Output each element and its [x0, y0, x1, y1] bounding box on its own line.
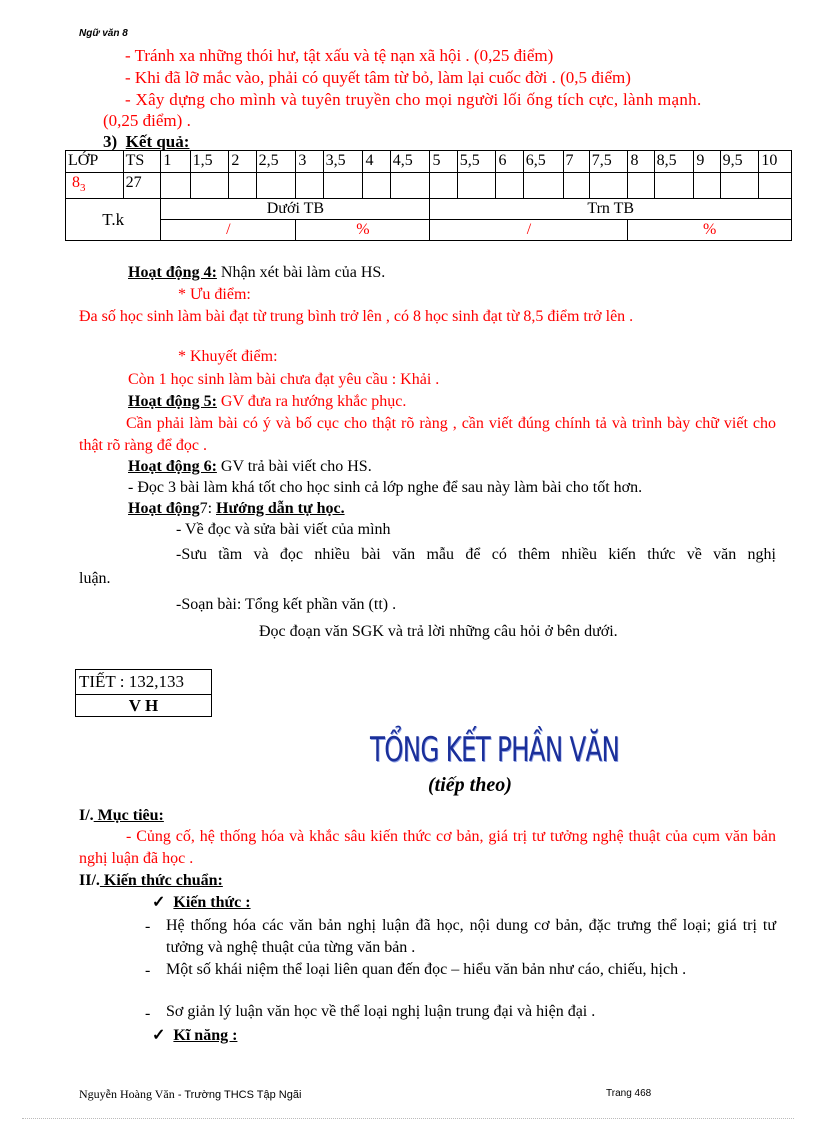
- weakness-text: Còn 1 học sinh làm bài chưa đạt yêu cầu : Khải .: [128, 371, 440, 388]
- table-header: 7,5: [589, 151, 628, 173]
- knowledge-heading: ✓ Kiến thức :: [152, 894, 251, 911]
- table-header: 6: [496, 151, 523, 173]
- guide-item: -Soạn bài: Tổng kết phần văn (tt) .: [176, 596, 397, 613]
- section-1-heading: I/. Mục tiêu:: [79, 807, 164, 824]
- check-icon: ✓: [152, 894, 166, 911]
- table-row: [66, 199, 792, 220]
- footer-author: Nguyễn Hoàng Văn: [79, 1087, 175, 1101]
- knowledge-bullet: Một số khái niệm thể loại liên quan đến đọc – hiểu văn bản như cáo, chiếu, hịch .: [166, 961, 687, 978]
- section-1-text: - Củng cố, hệ thống hóa và khắc sâu kiến thức cơ bản, giá trị tư tưởng nghệ thuật của cụm văn bản nghị luận đã học .: [79, 828, 776, 867]
- footer-left: [79, 1087, 301, 1102]
- footer-school: - Trường THCS Tập Ngãi: [174, 1089, 302, 1101]
- bullet-dash: -: [145, 918, 151, 935]
- strength-text: Đa số học sinh làm bài đạt từ trung bình trở lên , có 8 học sinh đạt từ 8,5 điểm trở lên .: [79, 308, 634, 325]
- table-header: 10: [759, 151, 792, 173]
- lesson-number: TIẾT : 132,133: [76, 670, 211, 695]
- table-header: 3: [296, 151, 323, 173]
- below-count: /: [161, 220, 296, 241]
- footer-divider: [22, 1118, 794, 1119]
- activity-4: Hoạt động 4: Nhận xét bài làm của HS.: [128, 264, 386, 281]
- table-header: TS: [123, 151, 161, 173]
- score-table: [65, 150, 792, 241]
- table-header: 1,5: [190, 151, 229, 173]
- bullet-dash: -: [145, 1005, 151, 1022]
- above-count: /: [430, 220, 628, 241]
- class-cell: $8_3$: [66, 173, 124, 199]
- table-header: 2: [229, 151, 256, 173]
- table-header: LỚP: [66, 151, 124, 173]
- table-header: 8: [628, 151, 654, 173]
- table-header: 5,5: [457, 151, 496, 173]
- table-header: 7: [563, 151, 589, 173]
- result-number: 3): [103, 132, 118, 151]
- table-header-row: [66, 151, 792, 173]
- intro-line-1: - Tránh xa những thói hư, tật xấu và tệ nạn xã hội . (0,25 điểm): [125, 46, 554, 65]
- above-average-label: Trn TB: [430, 199, 792, 220]
- guide-item: Đọc đoạn văn SGK và trả lời những câu hỏi ở bên dưới.: [259, 623, 618, 640]
- table-header: 2,5: [256, 151, 296, 173]
- strength-label: * Ưu điểm:: [178, 286, 251, 303]
- bullet-dash: -: [145, 962, 151, 979]
- table-header: 9: [694, 151, 720, 173]
- check-icon: ✓: [152, 1027, 166, 1044]
- table-header: 1: [161, 151, 190, 173]
- table-row: [66, 220, 792, 241]
- table-header: 3,5: [323, 151, 363, 173]
- below-percent: %: [296, 220, 430, 241]
- skills-heading: ✓ Kĩ năng :: [152, 1027, 238, 1044]
- table-header: 9,5: [720, 151, 759, 173]
- result-title: Kết quả:: [125, 132, 190, 151]
- table-header: 5: [430, 151, 457, 173]
- section-2-heading: II/. Kiến thức chuẩn:: [79, 872, 223, 889]
- knowledge-bullet: Sơ giản lý luận văn học về thể loại nghị luận trung đại và hiện đại .: [166, 1003, 596, 1020]
- page-title: TỔNG KẾT PHẦN VĂN: [370, 730, 620, 770]
- table-header: 4,5: [390, 151, 430, 173]
- table-header: 4: [363, 151, 390, 173]
- tk-label: T.k: [66, 199, 161, 241]
- page-header: Ngữ văn 8: [79, 28, 128, 39]
- lesson-box: [75, 669, 212, 717]
- table-header: 8,5: [654, 151, 694, 173]
- guide-item: luận.: [79, 570, 111, 587]
- page-number: Trang 468: [606, 1088, 652, 1099]
- intro-line-4: (0,25 điểm) .: [103, 111, 191, 130]
- knowledge-bullet: Hệ thống hóa các văn bản nghị luận đã học, nội dung cơ bản, đặc trưng thể loại; giá trị tư tưởng và nghệ thuật của từng văn bản .: [166, 917, 776, 956]
- table-header: 6,5: [523, 151, 563, 173]
- guide-item: - Về đọc và sửa bài viết của mình: [176, 521, 391, 538]
- weakness-label: * Khuyết điểm:: [178, 348, 278, 365]
- lesson-code: V H: [128, 696, 159, 715]
- activity-6: Hoạt động 6: GV trả bài viết cho HS.: [128, 458, 372, 475]
- total-cell: 27: [123, 173, 161, 199]
- activity-5: Hoạt động 5: GV đưa ra hướng khắc phục.: [128, 393, 407, 410]
- guide-item: -Sưu tầm và đọc nhiều bài văn mẫu để có thêm nhiều kiến thức về văn nghị: [176, 546, 776, 563]
- table-row: [66, 173, 792, 199]
- activity-5-detail: Cần phải làm bài có ý và bố cục cho thật rõ ràng , cần viết đúng chính tả và trình bày chữ viết cho thật rõ ràng để đọc .: [79, 415, 776, 454]
- intro-line-3: - Xây dựng cho mình và tuyên truyền cho mọi người lối ống tích cực, lành mạnh.: [125, 90, 702, 109]
- intro-line-2: - Khi đã lỡ mắc vào, phải có quyết tâm từ bỏ, làm lại cuốc đời . (0,5 điểm): [125, 68, 631, 87]
- result-heading: [103, 131, 189, 152]
- activity-7: Hoạt động7: Hướng dẫn tự học.: [128, 500, 345, 517]
- above-percent: %: [628, 220, 792, 241]
- below-average-label: Dưới TB: [161, 199, 430, 220]
- activity-6-detail: - Đọc 3 bài làm khá tốt cho học sinh cả lớp nghe để sau này làm bài cho tốt hơn.: [128, 479, 643, 496]
- page-subtitle: (tiếp theo): [428, 774, 512, 796]
